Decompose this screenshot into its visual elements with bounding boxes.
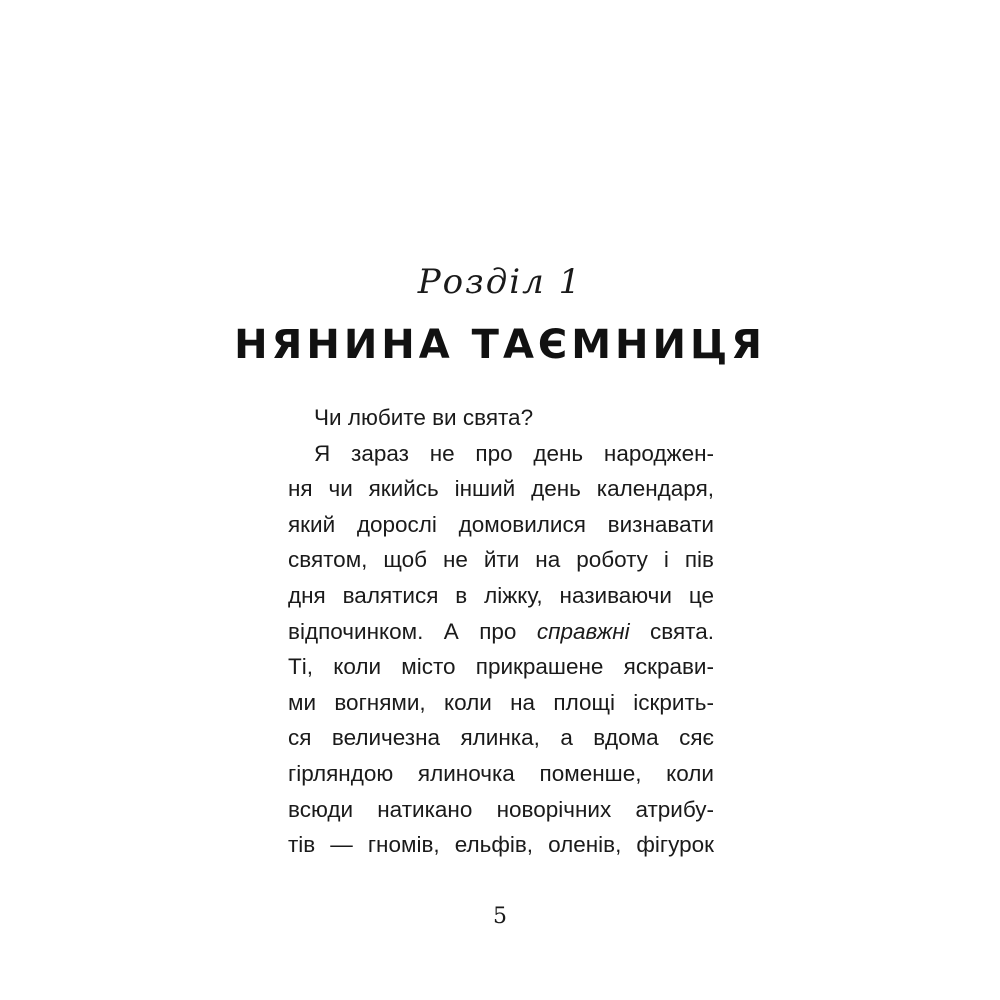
text-line: гірляндою ялиночка поменше, коли: [288, 760, 714, 786]
text-line-mixed: [288, 614, 714, 650]
text-line: дня валятися в ліжку, називаючи це: [288, 582, 714, 608]
chapter-body-text: [288, 400, 714, 863]
page-number: 5: [493, 904, 507, 929]
chapter-label: Розділ 1: [417, 262, 583, 302]
text-segment: свята.: [629, 618, 715, 644]
text-line: Чи любите ви свята?: [314, 405, 534, 430]
text-line: Ті, коли місто прикрашене яскрави-: [288, 654, 714, 680]
chapter-title: НЯНИНА ТАЄМНИЦЯ: [234, 322, 766, 368]
text-line: ми вогнями, коли на площі іскрить-: [288, 689, 714, 715]
text-line: Я зараз не про день народжен-: [314, 440, 714, 466]
text-line: який дорослі домовилися визнавати: [288, 511, 714, 537]
emphasized-word: справжні: [536, 618, 630, 644]
text-segment: відпочинком. А про: [288, 618, 537, 644]
text-line: ся величезна ялинка, а вдома сяє: [288, 725, 714, 751]
text-line: ня чи якийсь інший день календаря,: [288, 476, 714, 502]
text-line: святом, щоб не йти на роботу і пів: [288, 547, 714, 573]
text-line: всюди натикано новорічних атрибу-: [288, 796, 714, 822]
text-line: тів — гномів, ельфів, оленів, фігурок: [288, 832, 714, 858]
